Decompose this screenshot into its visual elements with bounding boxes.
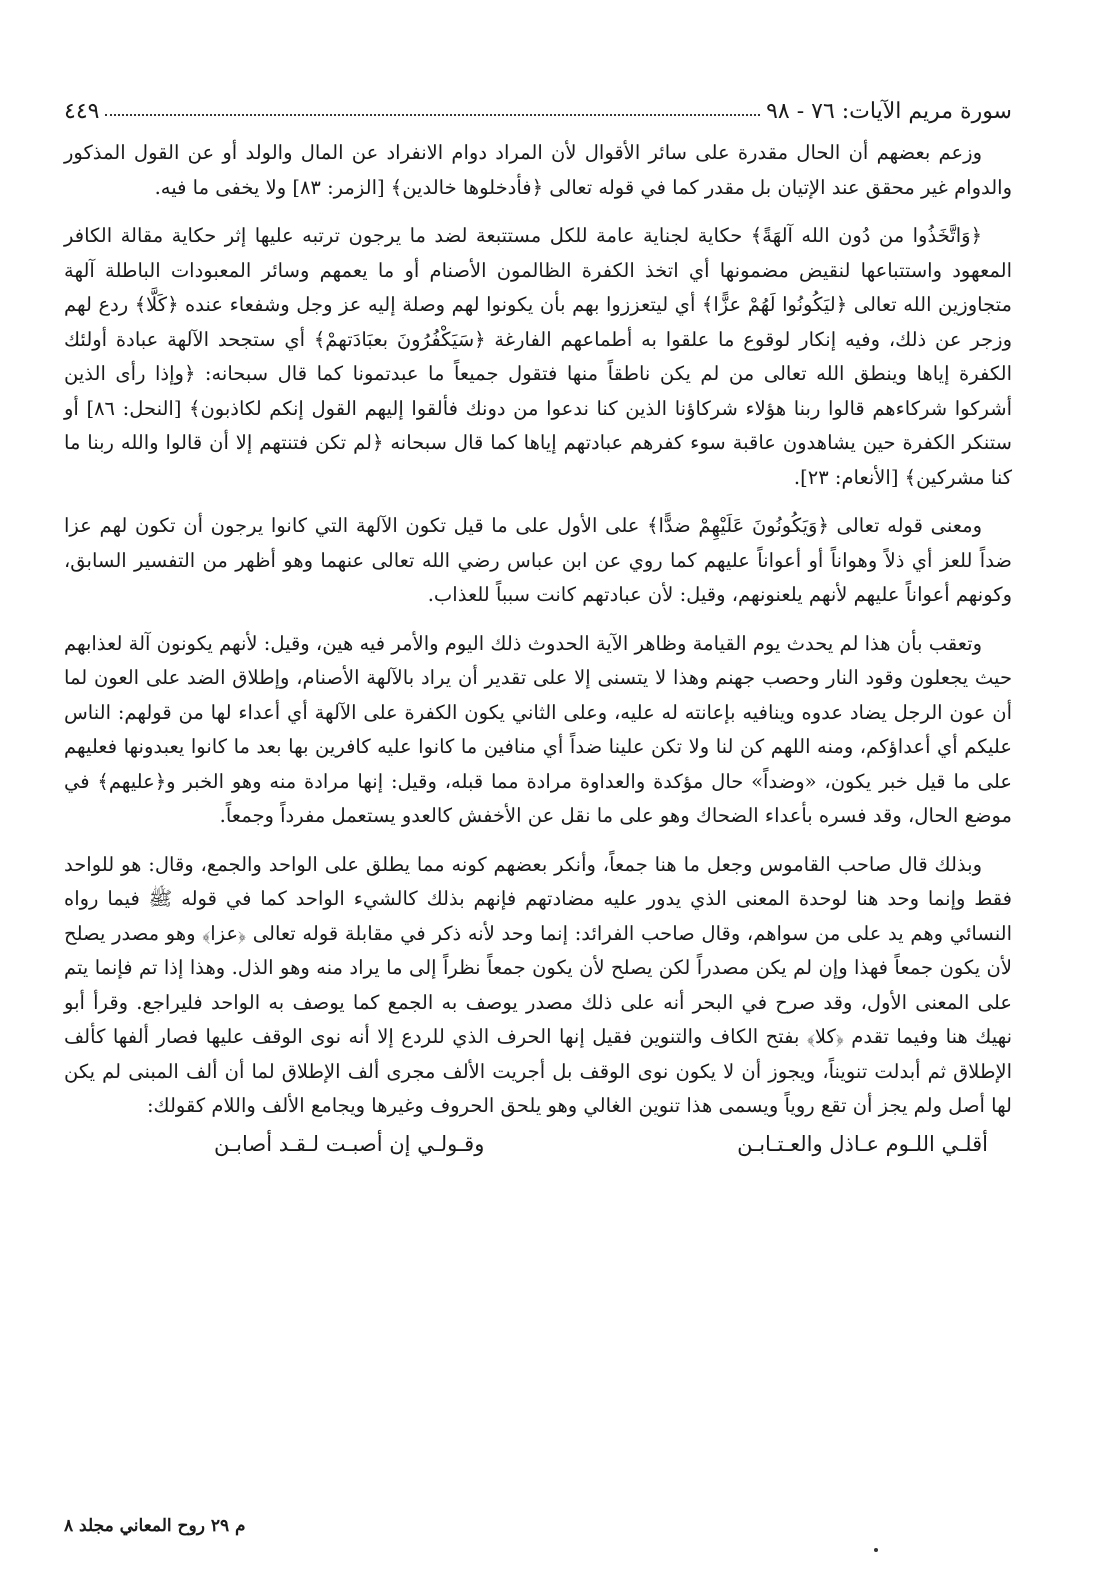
verse-first-hemistich: أقلـي اللـوم عـاذل والعـتـابـن	[737, 1131, 988, 1156]
paragraph: وتعقب بأن هذا لم يحدث يوم القيامة وظاهر الآية الحدوث ذلك اليوم والأمر فيه هين، وقيل: لأنهم يكونون آلة لعذابهم حيث يجعلون وقود النار وحصب جهنم وهذا لا يتسنى إلا على تقدير أن يراد بالآلهة الأصنام، وإطلاق الضد على العون لما أن عون الرجل يضاد عدوه وينافيه بإعانته له عليه، وعلى الثاني يكون الكفرة على الآلهة أي أعداء لها من قولهم: الناس عليكم أي أعداؤكم، ومنه اللهم كن لنا ولا تكن علينا ضداً أي منافين ما كانوا عليه كافرين بها بعد ما كانوا يعبدونها فعليهم على ما قيل خبر يكون، «وضداً» حال مؤكدة والعداوة مرادة مما قبله، وقيل: إنها مرادة منه وهو الخبر و﴿عليهم﴾ في موضع الحال، وقد فسره بأعداء الضحاك وهو على ما نقل عن الأخفش كالعدو يستعمل مفرداً وجمعاً.	[64, 631, 1012, 827]
page-number: ٤٤٩	[64, 99, 100, 124]
paragraph: وزعم بعضهم أن الحال مقدرة على سائر الأقوال لأن المراد دوام الانفراد عن المال والولد أو عن القول المذكور والدوام غير محقق عند الإتيان بل مقدر كما في قوله تعالى ﴿فأدخلوها خالدين﴾ [الزمر: ٨٣] ولا يخفى ما فيه.	[64, 141, 1012, 199]
page	[64, 84, 1012, 1564]
paragraph: وبذلك قال صاحب القاموس وجعل ما هنا جمعاً، وأنكر بعضهم كونه مما يطلق على الواحد والجمع، وقال: هو للواحد فقط وإنما وحد هنا لوحدة المعنى الذي يدور عليه مضادتهم فإنهم بذلك كالشيء الواحد كما في قوله ﷺ فيما رواه النسائي وهم يد على من سواهم، وقال صاحب الفرائد: إنما وحد لأنه ذكر في مقابلة قوله تعالى ﴿عزا﴾ وهو مصدر يصلح لأن يكون جمعاً فهذا وإن لم يكن مصدراً لكن يصلح لأن يكون جمعاً نظراً إلى ما يراد منه وهو الذل. وهذا إذا تم فإنما يتم على المعنى الأول، وقد صرح في البحر أنه على ذلك مصدر يوصف به الجمع كما يوصف به الواحد فليراجع. وقرأ أبو نهيك هنا وفيما تقدم ﴿كلا﴾ بفتح الكاف والتنوين فقيل إنها الحرف الذي للردع إلا أنه نوى الوقف عليها فصار ألفها كألف الإطلاق ثم أبدلت تنويناً، ويجوز أن لا يكون نوى الوقف بل أجريت الألف مجرى ألف الإطلاق لما أن ألف المبنى لم يكن لها أصل ولم يجز أن تقع روياً ويسمى هذا تنوين الغالي وهو يلحق الحروف وغيرها ويجامع الألف واللام كقولك:	[64, 852, 1012, 1117]
verse-second-hemistich: وقـولـي إن أصبـت لـقـد أصابـن	[214, 1131, 485, 1156]
running-head	[64, 84, 1012, 124]
dotted-leader	[105, 113, 760, 116]
ink-dot	[874, 1548, 878, 1552]
paragraph: ومعنى قوله تعالى ﴿وَيَكُونُونَ عَلَيْهِمْ ضدًّا﴾ على الأول على ما قيل تكون الآلهة التي كانوا يرجون أن تكون لهم عزا ضداً للعز أي ذلاً وهواناً أو أعواناً عليهم كما روي عن ابن عباس رضي الله تعالى عنهما وهو أظهر من التفسير السابق، وكونهم أعواناً عليهم لأنهم يلعنونهم، وقيل: لأن عبادتهم كانت سبباً للعذاب.	[64, 514, 1012, 606]
poetry-verse	[64, 1132, 1012, 1156]
running-title: سورة مريم الآيات: ٧٦ - ٩٨	[766, 99, 1012, 124]
signature-footer: م ٢٩ روح المعاني مجلد ٨	[64, 1516, 246, 1536]
paragraph: ﴿وَاتَّخَذُوا من دُون الله آلهَةً﴾ حكاية لجناية عامة للكل مستتبعة لضد ما يرجون ترتبه عليها إثر حكاية مقالة الكافر المعهود واستتباعها لنقيض مضمونها أي اتخذ الكفرة الظالمون الأصنام أو ما يعمهم وسائر المعبودات الباطلة آلهة متجاوزين الله تعالى ﴿ليَكُونُوا لَهُمْ عزًّا﴾ أي ليتعززوا بهم بأن يكونوا لهم وصلة إليه عز وجل وشفعاء عنده ﴿كَلَّا﴾ ردع لهم وزجر عن ذلك، وفيه إنكار لوقوع ما علقوا به أطماعهم الفارغة ﴿سَيَكْفُرُونَ بعبَادَتهمْ﴾ أي ستجحد الآلهة عبادة أولئك الكفرة إياها وينطق الله تعالى من لم يكن ناطقاً منها فتقول جميعاً ما عبدتمونا كما قال سبحانه: ﴿وإذا رأى الذين أشركوا شركاءهم قالوا ربنا هؤلاء شركاؤنا الذين كنا ندعوا من دونك فألقوا إليهم القول إنكم لكاذبون﴾ [النحل: ٨٦] أو ستنكر الكفرة حين يشاهدون عاقبة سوء كفرهم عبادتهم إياها كما قال سبحانه ﴿لم تكن فتنتهم إلا أن قالوا والله ربنا ما كنا مشركين﴾ [الأنعام: ٢٣].	[64, 224, 1013, 489]
